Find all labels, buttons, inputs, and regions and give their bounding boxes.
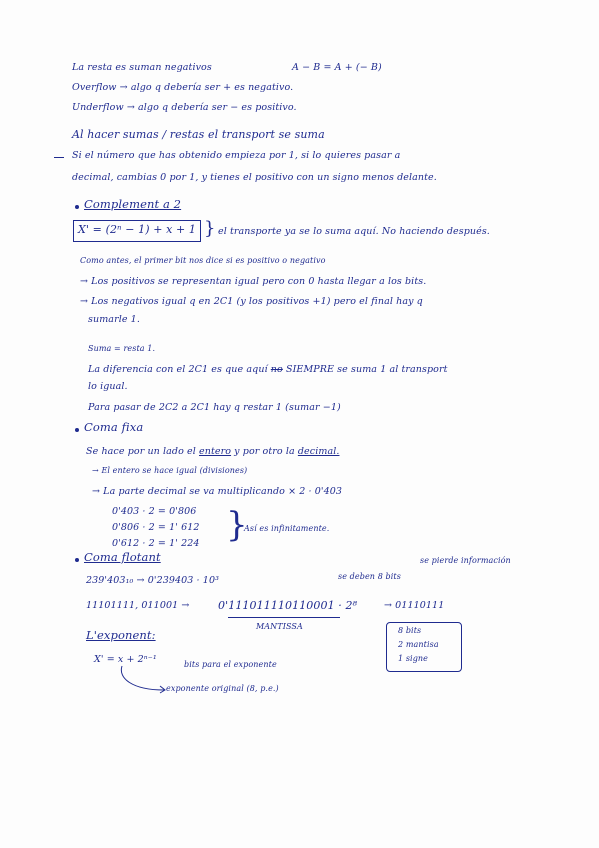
c2-diff-part-a: La diferencia con el 2C1 es que aquí xyxy=(88,364,271,375)
overflow-text: algo q debería ser + es negativo. xyxy=(130,82,294,93)
coma-fixa-desc xyxy=(86,446,339,457)
note-bits: se deben 8 bits xyxy=(338,572,401,581)
coma-flotant-title: Coma flotant xyxy=(84,550,161,564)
exponent-title: L'exponent: xyxy=(86,628,156,642)
c2-negatives-1: → Los negativos igual q en 2C1 (y los positivos +1) pero el final hay q xyxy=(80,296,423,307)
underflow-label xyxy=(72,102,297,113)
c2-positives: → Los positivos se representan igual pero con 0 hasta llegar a los bits. xyxy=(80,276,427,287)
dash-note-line2: decimal, cambias 0 por 1, y tienes el positivo con un signo menos delante. xyxy=(72,172,437,183)
brace-icon: } xyxy=(204,218,216,239)
c2-diff-struck: no xyxy=(270,364,283,375)
bullet-icon xyxy=(75,205,79,209)
dash-marker xyxy=(54,157,64,158)
bullet-icon xyxy=(75,558,79,562)
curve-arrow-icon xyxy=(112,664,172,694)
underflow-text: algo q debería ser − es positivo. xyxy=(138,102,297,113)
mantissa-label: MANTISSA xyxy=(256,622,303,631)
calc-note: Así es infinitamente. xyxy=(244,524,330,533)
coma-fixa-decimal-note: → La parte decimal se va multiplicando × 2 · 0'403 xyxy=(92,486,343,497)
exponent-orig: exponente original (8, p.e.) xyxy=(166,684,279,693)
calc-line-3: 0'612 · 2 = 1' 224 xyxy=(112,538,200,549)
bullet-icon xyxy=(75,428,79,432)
overflow-term: Overflow xyxy=(72,82,117,93)
note-info: se pierde información xyxy=(420,556,511,565)
dash-note-line1: Si el número que has obtenido empieza por 1, si lo quieres pasar a xyxy=(72,150,401,161)
underflow-term: Underflow xyxy=(72,102,124,113)
c2-diff-part-b: SIEMPRE se suma 1 al transport xyxy=(282,364,448,375)
overflow-label xyxy=(72,82,293,93)
coma-fixa-desc-b: y por otro la xyxy=(231,446,298,457)
c2-diff-line2: lo igual. xyxy=(88,381,128,392)
mantissa-underline xyxy=(228,617,340,618)
c2-title: Complement a 2 xyxy=(84,197,182,211)
bits-box-line1: 8 bits xyxy=(398,626,422,635)
arrow-icon: → xyxy=(119,82,128,93)
arrow-icon: → xyxy=(126,102,135,113)
arrow-icon: → xyxy=(136,575,145,586)
bits-box-line3: 1 signe xyxy=(398,654,429,663)
resta-text: La resta es suman negativos xyxy=(72,62,212,73)
coma-fixa-decimal: decimal. xyxy=(297,446,340,457)
binary-left: 11101111, 011001 → xyxy=(86,600,190,611)
calc-line-2: 0'806 · 2 = 1' 612 xyxy=(112,522,200,533)
bits-box-line2: 2 mantisa xyxy=(398,640,439,649)
conv-right: 0'239403 · 10³ xyxy=(147,575,219,586)
coma-fixa-entero-note: → El entero se hace igual (divisiones) xyxy=(92,466,248,475)
c2-pasar: Para pasar de 2C2 a 2C1 hay q restar 1 (sumar −1) xyxy=(88,402,341,413)
transport-note: Al hacer sumas / restas el transport se suma xyxy=(72,128,325,141)
coma-fixa-title: Coma fixa xyxy=(84,420,144,434)
c2-negatives-2: sumarle 1. xyxy=(88,314,140,325)
resta-formula: A − B = A + (− B) xyxy=(292,62,382,73)
brace-icon: } xyxy=(226,505,248,545)
conversion-row xyxy=(86,575,219,586)
coma-fixa-entero: entero xyxy=(199,446,232,457)
coma-fixa-desc-a: Se hace por un lado el xyxy=(86,446,200,457)
c2-like-before: Como antes, el primer bit nos dice si es positivo o negativo xyxy=(80,256,326,265)
binary-result: → 01110111 xyxy=(384,600,445,611)
conv-left: 239'403₁₀ xyxy=(86,575,134,586)
exponent-bits: bits para el exponente xyxy=(184,660,277,669)
c2-formula: X' = (2ⁿ − 1) + x + 1 xyxy=(78,223,197,236)
c2-suma-resta: Suma = resta 1. xyxy=(88,344,156,353)
exponent-formula: X' = x + 2ⁿ⁻¹ xyxy=(94,654,157,665)
c2-diff-line1 xyxy=(88,364,448,375)
calc-line-1: 0'403 · 2 = 0'806 xyxy=(112,506,197,517)
c2-formula-note: el transporte ya se lo suma aquí. No haciendo después. xyxy=(218,226,490,237)
binary-right: 0'111011110110001 · 2⁸ xyxy=(218,599,358,612)
